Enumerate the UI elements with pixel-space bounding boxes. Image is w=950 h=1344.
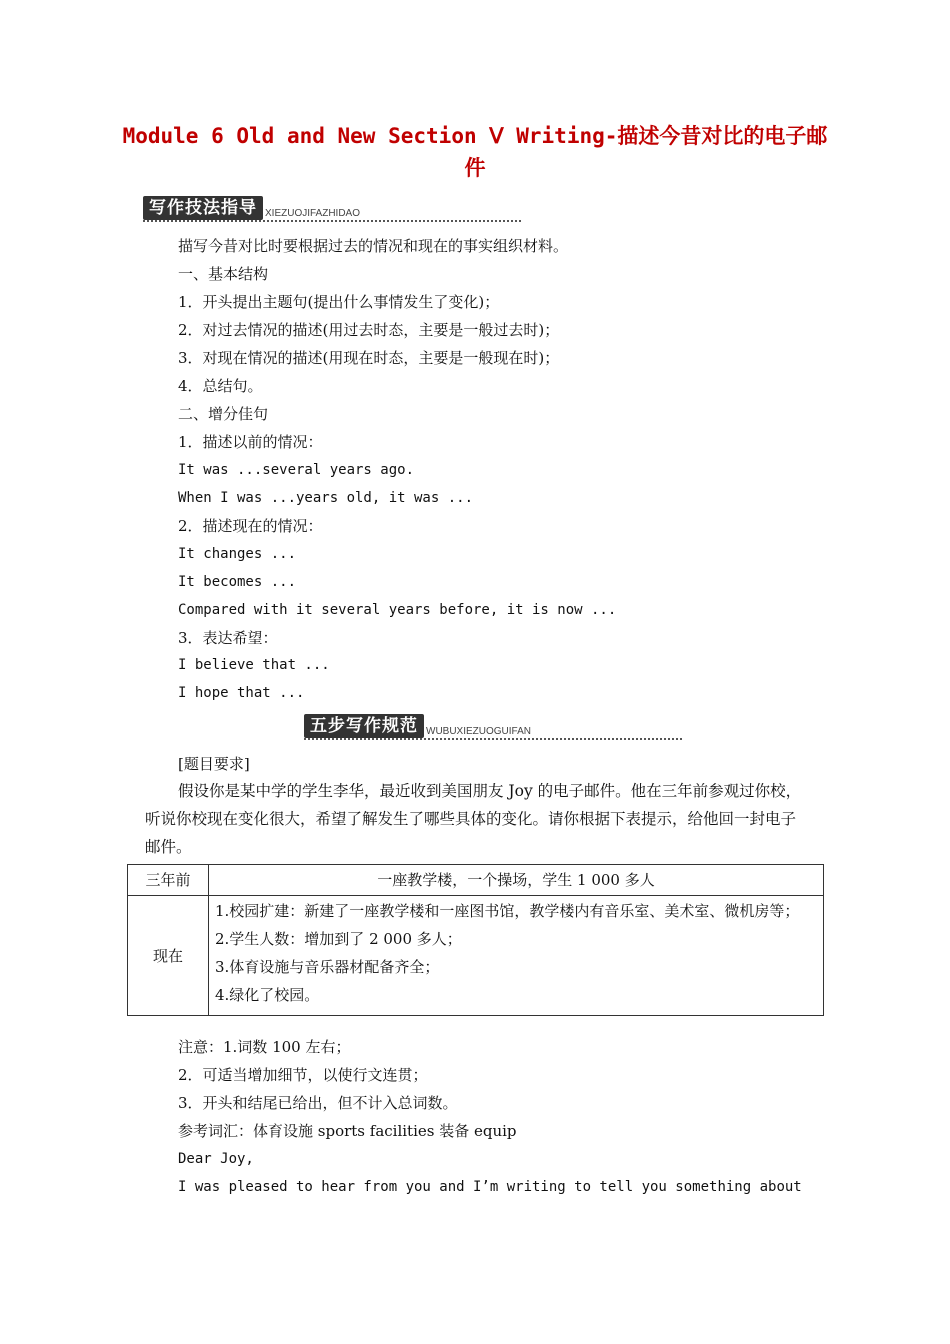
phrase-example: It changes ... <box>178 546 297 562</box>
vocabulary-line: 参考词汇：体育设施 sports facilities 装备 equip <box>178 1122 517 1140</box>
phrase-group-present: 2．描述现在的情况： <box>178 517 323 535</box>
guide-heading-structure: 一、基本结构 <box>178 265 269 283</box>
page-title <box>120 120 830 184</box>
phrase-example: When I was ...years old, it was ... <box>178 490 474 506</box>
table-cell-value: 一座教学楼，一个操场，学生 1 000 多人 <box>209 865 824 896</box>
phrase-example: Compared with it several years before, it is now ... <box>178 602 617 618</box>
structure-step-1: 1．开头提出主题句(提出什么事情发生了变化)； <box>178 293 500 311</box>
banner-pinyin: WUBUXIEZUOGUIFAN <box>426 726 532 737</box>
structure-step-4: 4．总结句。 <box>178 377 263 395</box>
title-english: Module 6 Old and New Section Ⅴ Writing- <box>122 124 618 148</box>
table-cell-label: 三年前 <box>128 865 209 896</box>
section-banner-five-steps <box>304 714 531 738</box>
structure-step-2: 2．对过去情况的描述(用过去时态，主要是一般过去时)； <box>178 321 560 339</box>
table-row <box>128 896 824 1016</box>
list-item: 2.学生人数：增加到了 2 000 多人； <box>215 930 462 948</box>
table-row <box>128 865 824 896</box>
structure-step-3: 3．对现在情况的描述(用现在时态，主要是一般现在时)； <box>178 349 560 367</box>
banner-dotted-rule <box>304 738 682 740</box>
letter-opening: I was pleased to hear from you and I’m writing to tell you something about <box>178 1179 802 1195</box>
title-chinese: 描述今昔对比的电子邮件 <box>464 124 828 180</box>
task-paragraph <box>145 777 810 861</box>
note-line-2: 2．可适当增加细节，以使行文连贯； <box>178 1066 428 1084</box>
list-item: 1.校园扩建：新建了一座教学楼和一座图书馆，教学楼内有音乐室、美术室、微机房等； <box>215 902 800 920</box>
phrase-group-past: 1．描述以前的情况： <box>178 433 323 451</box>
guide-intro: 描写今昔对比时要根据过去的情况和现在的事实组织材料。 <box>178 237 569 255</box>
table-cell-label: 现在 <box>128 896 209 1016</box>
list-item: 4.绿化了校园。 <box>215 986 320 1004</box>
banner-label: 写作技法指导 <box>143 196 263 220</box>
phrase-example: It was ...several years ago. <box>178 462 415 478</box>
banner-label: 五步写作规范 <box>304 714 424 738</box>
task-paragraph-text: 假设你是某中学的学生李华，最近收到美国朋友 Joy 的电子邮件。他在三年前参观过你校，听说你校现在变化很大，希望了解发生了哪些具体的变化。请你根据下表提示，给他回一封电子邮件。 <box>145 782 802 856</box>
requirements-table <box>127 864 824 1016</box>
note-line-1: 注意：1.词数 100 左右； <box>178 1038 351 1056</box>
phrase-group-hope: 3．表达希望： <box>178 629 278 647</box>
section-banner-writing-techniques <box>143 196 360 220</box>
banner-dotted-rule <box>143 220 521 222</box>
banner-pinyin: XIEZUOJIFAZHIDAO <box>265 208 361 219</box>
list-item: 3.体育设施与音乐器材配备齐全； <box>215 958 440 976</box>
phrase-example: It becomes ... <box>178 574 297 590</box>
guide-heading-phrases: 二、增分佳句 <box>178 405 269 423</box>
table-cell-value <box>209 896 824 1016</box>
letter-greeting: Dear Joy, <box>178 1151 254 1167</box>
note-line-3: 3．开头和结尾已给出，但不计入总词数。 <box>178 1094 458 1112</box>
phrase-example: I hope that ... <box>178 685 305 701</box>
task-heading: [题目要求] <box>178 755 250 773</box>
phrase-example: I believe that ... <box>178 657 330 673</box>
